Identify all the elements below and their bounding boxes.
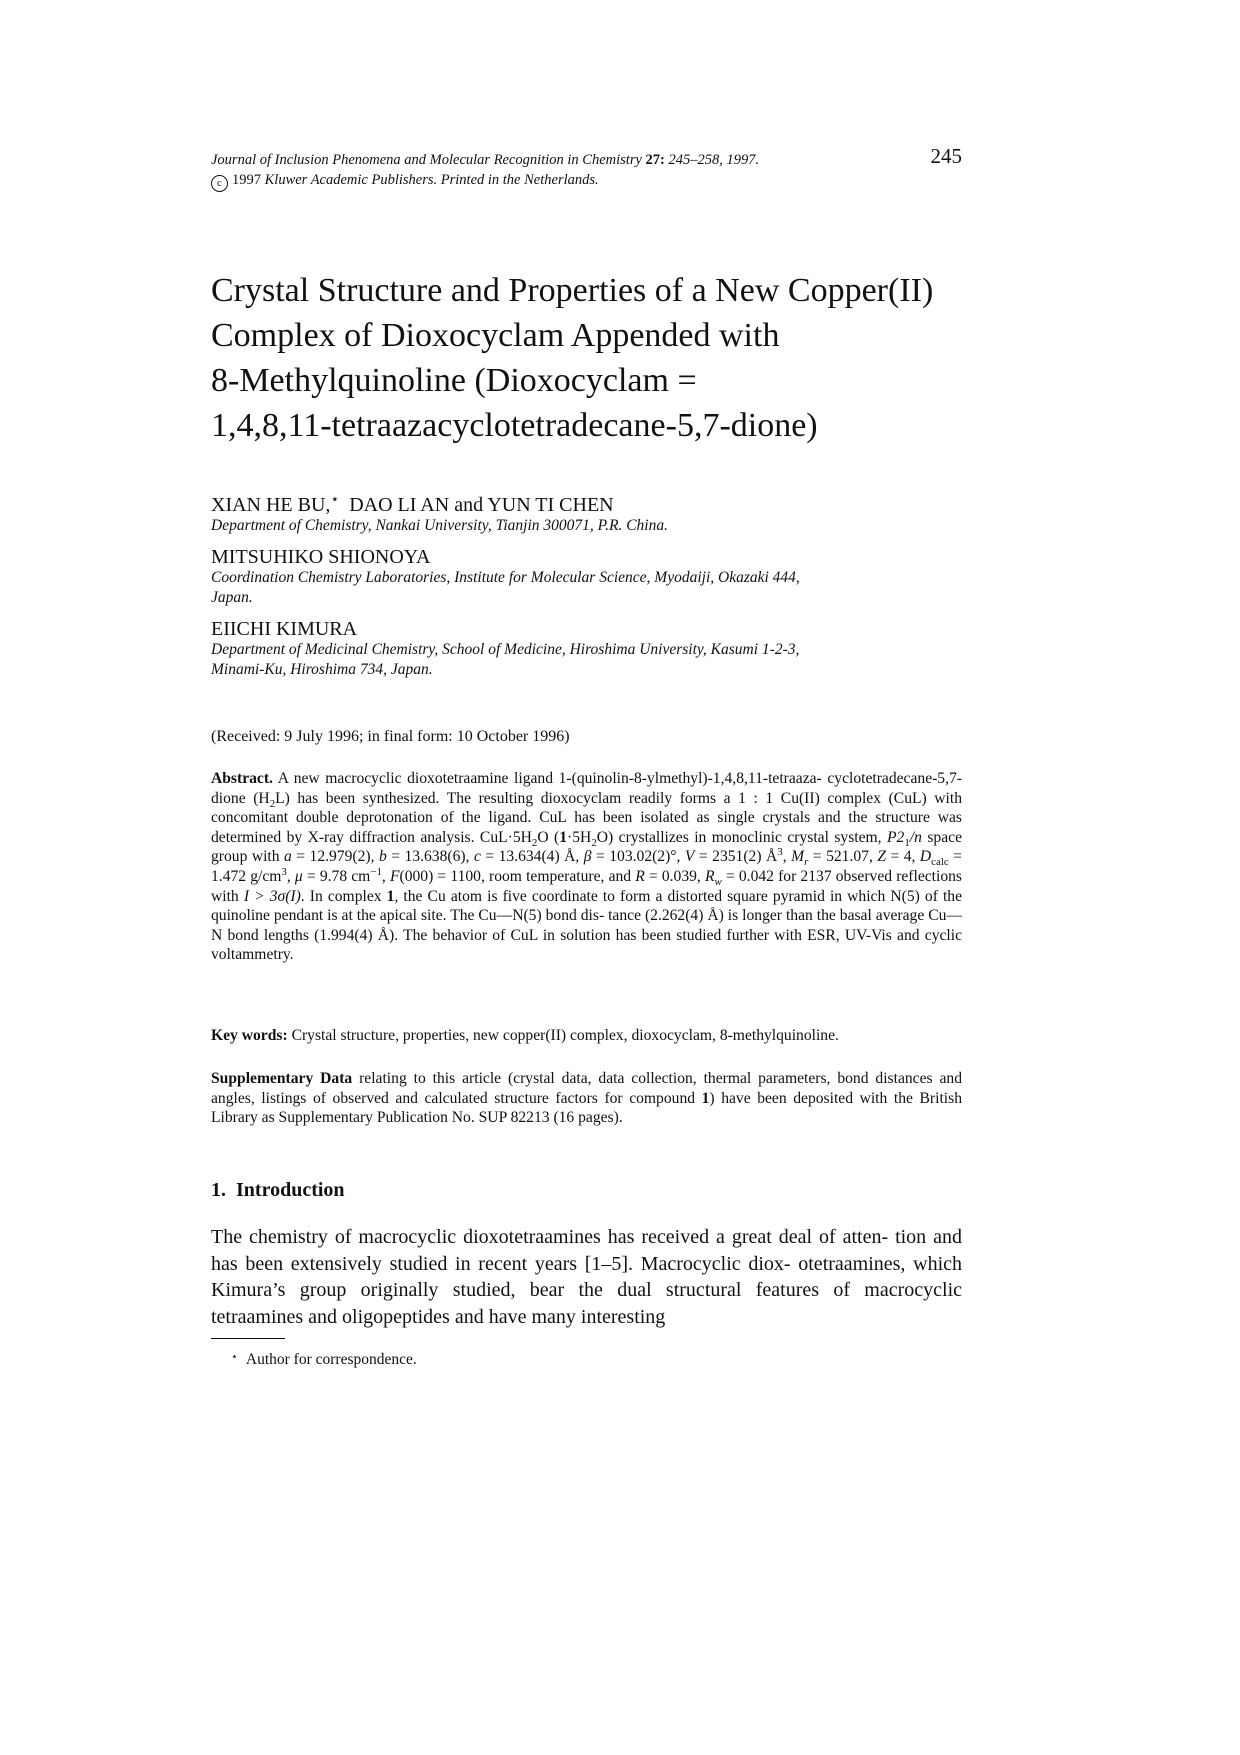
keywords-text: Crystal structure, properties, new copper(II) complex, dioxocyclam, 8-methylquinoline.: [287, 1027, 839, 1044]
received-dates: (Received: 9 July 1996; in final form: 10 October 1996): [211, 728, 570, 745]
math-symbol: V: [684, 848, 695, 866]
subscript: 2: [591, 836, 597, 849]
abstract-text: = 13.634(4) Å,: [480, 848, 584, 866]
author-group: [211, 494, 962, 536]
abstract-text: = 2351(2) Å: [694, 848, 778, 866]
title-line: Crystal Structure and Properties of a New Copper(II): [211, 272, 934, 309]
superscript: 3: [281, 865, 287, 878]
abstract-text: ·5H: [567, 828, 592, 846]
space-group: /n: [909, 828, 922, 846]
journal-pages: 245–258, 1997.: [668, 152, 760, 168]
compound-ref: 1: [386, 887, 395, 905]
footnote: [231, 1350, 417, 1369]
math-expression: I > 3σ(I): [243, 887, 301, 905]
math-symbol: a: [284, 848, 292, 866]
footnote-rule: [211, 1338, 285, 1339]
keywords-label: Key words:: [211, 1027, 288, 1044]
abstract-text: = 4,: [886, 848, 920, 866]
abstract: [211, 769, 962, 965]
subscript: calc: [931, 856, 949, 869]
title-line: 8-Methylquinoline (Dioxocyclam =: [211, 362, 697, 399]
math-symbol: R: [704, 867, 715, 885]
abstract-text: , the Cu atom is five coordinate to form a distorted square pyramid in which N(5) of the quinoline pendant is at the apical site. The Cu—N(5) bond dis- tance (2.262(4) Å) is longer than the basal average Cu—N bond lengths (1.994(4) Å). The behavior of CuL in solution has been studied further with ESR, UV-Vis and cyclic voltammetry.: [211, 887, 963, 964]
author-name: EIICHI KIMURA: [211, 618, 358, 640]
page-number: 245: [930, 144, 962, 168]
math-symbol: Z: [877, 848, 886, 866]
abstract-text: . In complex: [300, 887, 387, 905]
supplementary-text: relating to this article (crystal data, data collection, thermal parameters, bond distances and angles, listings of observed and calculated structure factors for compound: [211, 1070, 963, 1107]
abstract-text: = 13.638(6),: [386, 848, 474, 866]
title-line: Complex of Dioxocyclam Appended with: [211, 317, 780, 354]
journal-volume: 27:: [645, 152, 665, 168]
compound-ref: 1: [701, 1089, 710, 1107]
space-group: P2: [887, 828, 905, 846]
abstract-text: = 1.472 g/cm: [211, 848, 962, 885]
copyright-line: [211, 170, 962, 192]
author-name: XIAN HE BU,: [211, 494, 331, 516]
affiliation: Department of Chemistry, Nankai University, Tianjin 300071, P.R. China.: [211, 517, 668, 534]
paper-title: [211, 268, 962, 448]
abstract-text: = 9.78 cm: [302, 867, 371, 885]
footnote-marker: ⋆: [231, 1351, 238, 1363]
journal-citation: [211, 150, 962, 170]
section-heading: 1. Introduction: [211, 1179, 345, 1201]
abstract-text: = 0.039,: [644, 867, 705, 885]
supplementary-data: [211, 1069, 962, 1128]
subscript: 2: [269, 797, 276, 810]
affiliation: [211, 640, 962, 680]
affiliation-line: Department of Medicinal Chemistry, School of Medicine, Hiroshima University, Kasumi 1-2-3,: [211, 641, 800, 658]
abstract-text: = 521.07,: [808, 848, 878, 866]
author-name: MITSUHIKO SHIONOYA: [211, 546, 431, 568]
supplementary-label: Supplementary Data: [211, 1070, 353, 1087]
subscript: w: [714, 876, 722, 889]
abstract-text: O (: [537, 828, 560, 846]
author-name: DAO LI AN and YUN TI CHEN: [339, 494, 614, 516]
abstract-label: Abstract.: [211, 770, 273, 787]
title-line: 1,4,8,11-tetraazacyclotetradecane-5,7-dione): [211, 407, 818, 444]
running-header: [211, 144, 962, 192]
abstract-text: A new macrocyclic dioxotetraamine ligand 1-(quinolin-8-ylmethyl)-1,4,8,11-tetraaza- cyclotetradecane-5,7-dione (H: [211, 770, 962, 807]
compound-ref: 1: [559, 828, 568, 846]
subscript: 1: [904, 836, 910, 849]
copyright-icon: c: [211, 175, 228, 192]
author-group: [211, 618, 962, 680]
footnote-text: Author for correspondence.: [245, 1351, 417, 1368]
math-symbol: M: [791, 848, 805, 866]
affiliation-line: Japan.: [211, 589, 253, 606]
abstract-text: L) has been synthesized. The resulting dioxocyclam readily forms a 1 : 1 Cu(II) complex (CuL) with concomitant double deprotonation of the ligand. CuL has been isolated as single crystals and the structure was determined by X-ray diffraction analysis. CuL·5H: [211, 789, 963, 846]
subscript: r: [804, 856, 809, 869]
affiliation: [211, 568, 962, 608]
abstract-text: O) crystallizes in monoclinic crystal system,: [596, 828, 888, 846]
math-symbol: c: [473, 848, 481, 866]
abstract-text: (000) = 1100, room temperature, and: [399, 867, 636, 885]
superscript: 3: [777, 846, 783, 859]
correspondence-marker: ⋆: [330, 492, 340, 508]
superscript: −1: [370, 865, 382, 878]
abstract-text: = 0.042 for 2137 observed reflections with: [211, 867, 963, 905]
abstract-text: ,: [286, 867, 295, 885]
publisher-line: Kluwer Academic Publishers. Printed in the Netherlands.: [264, 172, 599, 188]
supplementary-text: ) have been deposited with the British Library as Supplementary Publication No. SUP 82213 (16 pages).: [211, 1089, 962, 1127]
affiliation-line: Minami-Ku, Hiroshima 734, Japan.: [211, 661, 433, 678]
math-symbol: β: [583, 848, 592, 866]
abstract-text: ,: [782, 848, 792, 866]
math-symbol: D: [919, 848, 932, 866]
journal-name: Journal of Inclusion Phenomena and Molecular Recognition in Chemistry: [211, 152, 642, 168]
abstract-text: = 12.979(2),: [291, 848, 379, 866]
math-symbol: F: [389, 867, 400, 885]
introduction-paragraph: The chemistry of macrocyclic dioxotetraamines has received a great deal of atten- tion and has been extensively studied in recent years [1–5]. Macrocyclic diox- otetraamines, which Kimura’s group originally studied, bear the dual structural features of macrocyclic tetraamines and oligopeptides and have many interesting: [211, 1226, 962, 1328]
abstract-text: space group with: [211, 828, 962, 866]
abstract-text: ,: [381, 867, 390, 885]
author-list: [211, 494, 962, 690]
math-symbol: R: [635, 867, 645, 885]
math-symbol: μ: [294, 867, 303, 885]
math-symbol: b: [378, 848, 387, 866]
abstract-text: = 103.02(2)°,: [591, 848, 685, 866]
affiliation-line: Coordination Chemistry Laboratories, Institute for Molecular Science, Myodaiji, Okazaki 444,: [211, 569, 800, 586]
subscript: 2: [531, 836, 538, 849]
author-names: [211, 494, 962, 516]
author-group: [211, 546, 962, 608]
keywords: [211, 1026, 962, 1046]
copyright-year: 1997: [232, 172, 261, 188]
